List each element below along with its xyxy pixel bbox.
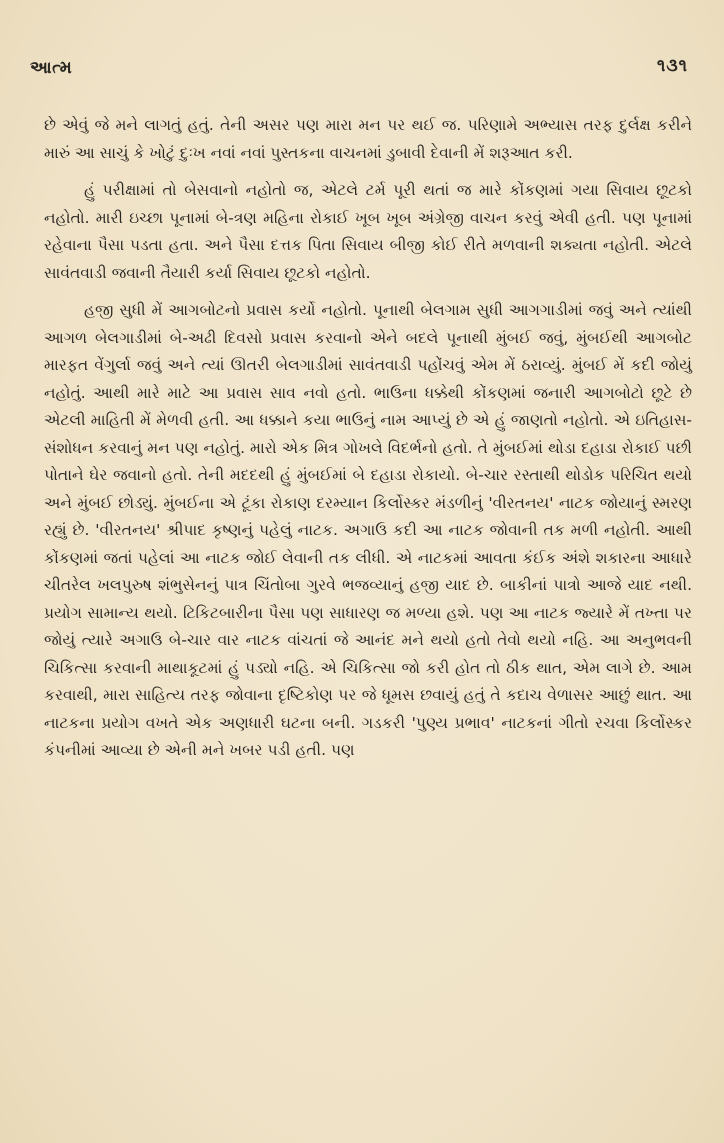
paragraph-journey: હજી સુધી મેં આગબોટનો પ્રવાસ કર્યો નહોતો. પૂનાથી બેલગામ સુધી આગગાડીમાં જવું અને ત્યાંથી આગળ બેલગાડીમાં બે-અઢી દિવસો પ્રવાસ કરવાનો એને બદલે પૂનાથી મુંબઈ જવું, મુંબઈથી આગબોટ મારફત વેંગુર્લા જવું અને ત્યાં ઊતરી બેલગાડીમાં સાવંતવાડી પહોંચવું એમ મેં ઠરાવ્યું. મુંબઈ મેં કદી જોયું નહોતું. આથી મારે માટે આ પ્રવાસ સાવ નવો હતો. ભાઉના ધક્કેથી કોંકણમાં જનારી આગબોટો છૂટે છે એટલી માહિતી મેં મેળવી હતી. આ ધક્કાને કયા ભાઉનું નામ આપ્યું છે એ હું જાણતો નહોતો. એ ઇતિહાસ-સંશોધન કરવાનું મન પણ નહોતું. મારો એક મિત્ર ગોખલે વિદર્ભનો હતો. તે મુંબઈમાં થોડા દહાડા રોકાઈ પછી પોતાને ઘેર જવાનો હતો. તેની મદદથી હું મુંબઈમાં બે દહાડા રોકાયો. બે-ચાર રસ્તાથી થોડોક પરિચિત થયો અને મુંબઈ છોડ્યું. મુંબઈના એ ટૂંકા રોકાણ દરમ્યાન કિર્લોસ્કર મંડળીનું 'વીરતનય' નાટક જોયાનું સ્મરણ રહ્યું છે. 'વીરતનય' શ્રીપાદ કૃષ્ણનું પહેલું નાટક. અગાઉ કદી આ નાટક જોવાની તક મળી નહોતી. આથી કોંકણમાં જતાં પહેલાં આ નાટક જોઈ લેવાની તક લીધી. એ નાટકમાં આવતા કંઈક અંશે શકારના આધારે ચીતરેલ ખલપુરુષ શંભુસેનનું પાત્ર ચિંતોબા ગુરવે ભજવ્યાનું હજી યાદ છે. બાકીનાં પાત્રો આજે યાદ નથી. પ્રયોગ સામાન્ય થયો. ટિકિટબારીના પૈસા પણ સાધારણ જ મળ્યા હશે. પણ આ નાટક જ્યારે મેં તખ્તા પર જોયું ત્યારે અગાઉ બે-ચાર વાર નાટક વાંચતાં જે આનંદ મને થયો હતો તેવો થયો નહિ. આ અનુભવની ચિકિત્સા કરવાની માથાકૂટમાં હું પડ્યો નહિ. એ ચિકિત્સા જો કરી હોત તો ઠીક થાત, એમ લાગે છે. આમ કરવાથી, મારા સાહિત્ય તરફ જોવાના દૃષ્ટિકોણ પર જે ધૂમસ છવાયું હતું તે કદાચ વેળાસર આછું થાત. આ નાટકના પ્રયોગ વખતે એક અણધારી ઘટના બની. ગડકરી 'પુણ્ય પ્રભાવ' નાટકનાં ગીતો રચવા કિર્લોસ્કર કંપનીમાં આવ્યા છે એની મને ખબર પડી હતી. પણ bbox=[44, 301, 692, 759]
paragraph-continuation: છે એવું જે મને લાગતું હતું. તેની અસર પણ મારા મન પર થઈ જ. પરિણામે અભ્યાસ તરફ દુર્લક્ષ કરીને મારું આ સાચું કે ખોટું દુઃખ નવાં નવાં પુસ્તકના વાચનમાં ડુબાવી દેવાની મેં શરૂઆત કરી. bbox=[44, 116, 692, 162]
page-body bbox=[44, 112, 692, 765]
running-title: આત્મ bbox=[30, 58, 73, 78]
paragraph-exam: હું પરીક્ષામાં તો બેસવાનો નહોતો જ, એટલે ટર્મ પૂરી થતાં જ મારે કોંકણમાં ગયા સિવાય છૂટકો નહોતો. મારી ઇચ્છા પૂનામાં બે-ત્રણ મહિના રોકાઈ ખૂબ ખૂબ અંગ્રેજી વાચન કરવું એવી હતી. પણ પૂનામાં રહેવાના પૈસા પડતા હતા. અને પૈસા દત્તક પિતા સિવાય બીજી કોઈ રીતે મળવાની શક્યતા નહોતી. એટલે સાવંતવાડી જવાની તૈયારી કર્યા સિવાય છૂટકો નહોતો. bbox=[44, 181, 692, 282]
page-number: ૧૩૧ bbox=[657, 56, 688, 76]
